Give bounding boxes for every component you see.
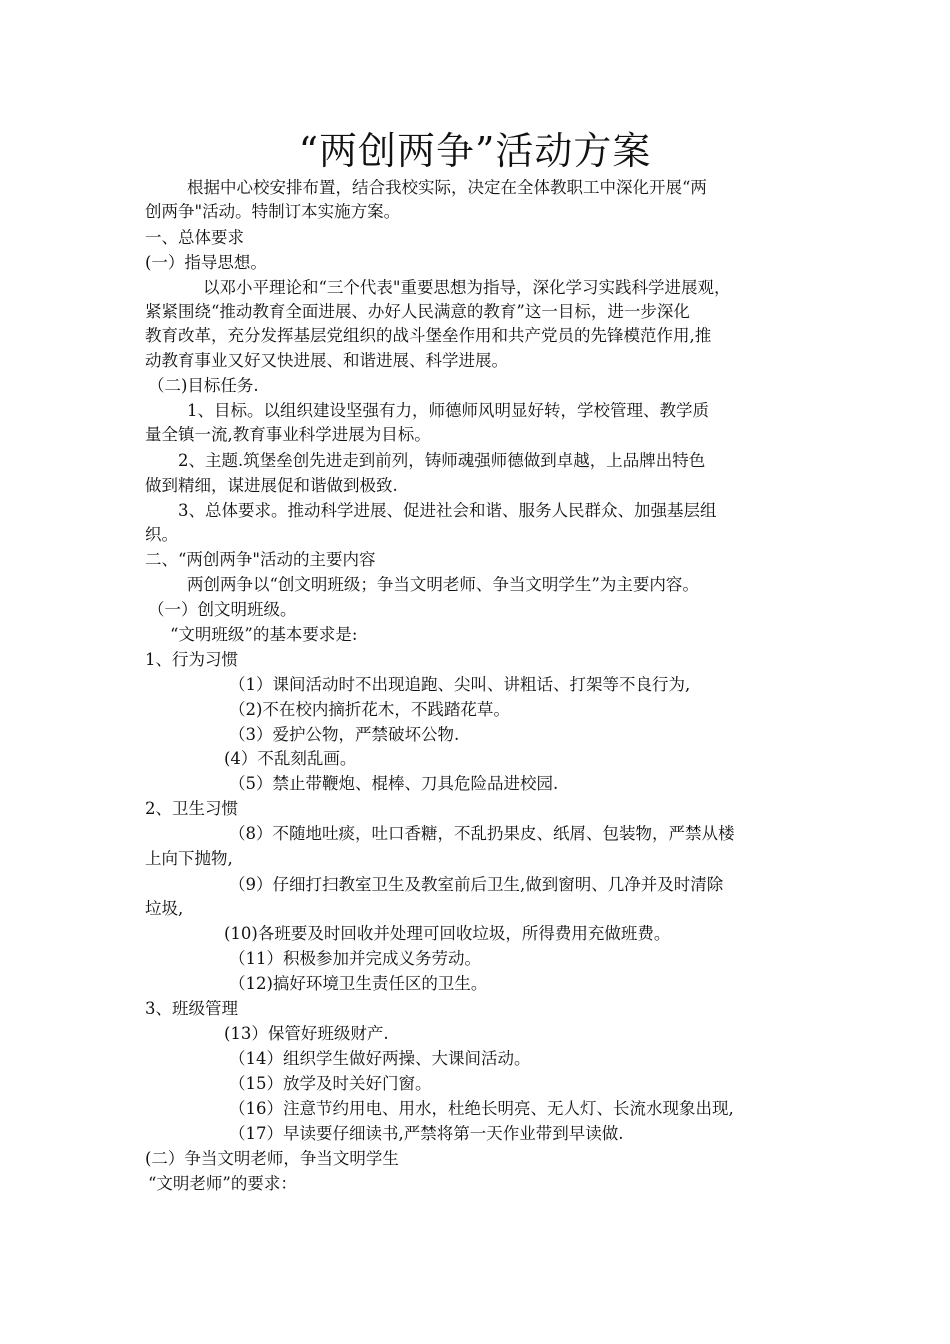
- section-heading: 二、“两创两争"活动的主要内容: [145, 550, 376, 569]
- text-line: 垃圾,: [145, 899, 184, 918]
- list-item: （17）早读要仔细读书,严禁将第一天作业带到早读做.: [229, 1124, 624, 1143]
- list-item: （2)不在校内摘折花木，不践踏花草。: [229, 700, 510, 719]
- subsection-heading: (一）指导思想。: [145, 253, 267, 272]
- text-line: 1、目标。以组织建设坚强有力，师德师风明显好转，学校管理、教学质: [187, 401, 709, 420]
- list-item: （11）积极参加并完成义务劳动。: [229, 949, 481, 968]
- text-line: 动教育事业又好又快进展、和谐进展、科学进展。: [145, 351, 508, 370]
- text-line: 以邓小平理论和“三个代表"重要思想为指导，深化学习实践科学进展观，: [203, 278, 731, 297]
- list-heading: 2、卫生习惯: [145, 799, 238, 818]
- document-title: “两创两争”活动方案: [298, 129, 652, 173]
- text-line: 2、主题.筑堡垒创先进走到前列，铸师魂强师德做到卓越，上品牌出特色: [178, 451, 706, 470]
- text-line: 3、总体要求。推动科学进展、促进社会和谐、服务人民群众、加强基层组: [178, 501, 717, 520]
- text-line: 做到精细，谋进展促和谐做到极致.: [145, 476, 398, 495]
- list-item: (10)各班要及时回收并处理可回收垃圾，所得费用充做班费。: [224, 924, 671, 943]
- text-line: 创两争"活动。特制订本实施方案。: [145, 202, 401, 221]
- list-item: (4）不乱刻乱画。: [224, 749, 357, 768]
- text-line: “文明班级”的基本要求是:: [170, 625, 358, 644]
- text-line: “文明老师”的要求：: [148, 1174, 297, 1193]
- section-heading: 一、总体要求: [145, 228, 244, 247]
- list-item: （8）不随地吐痰，吐口香糖，不乱扔果皮、纸屑、包装物，严禁从楼: [229, 824, 735, 843]
- text-line: 教育改革，充分发挥基层党组织的战斗堡垒作用和共产党员的先锋模范作用,推: [145, 326, 712, 345]
- list-item: （9）仔细打扫教室卫生及教室前后卫生,做到窗明、几净并及时清除: [229, 875, 724, 894]
- text-line: 量全镇一流,教育事业科学进展为目标。: [145, 425, 431, 444]
- subsection-heading: (二）争当文明老师，争当文明学生: [145, 1149, 399, 1168]
- text-line: 紧紧围绕“推动教育全面进展、办好人民满意的教育”这一目标，进一步深化: [145, 302, 690, 321]
- list-item: （3）爱护公物，严禁破坏公物.: [229, 725, 460, 744]
- subsection-heading: （一）创文明班级。: [148, 600, 297, 619]
- list-heading: 1、行为习惯: [145, 650, 238, 669]
- list-item: （12)搞好环境卫生责任区的卫生。: [229, 974, 488, 993]
- list-item: （5）禁止带鞭炮、棍棒、刀具危险品进校园.: [229, 774, 559, 793]
- text-line: 根据中心校安排布置，结合我校实际，决定在全体教职工中深化开展“两: [187, 178, 707, 197]
- list-item: （1）课间活动时不出现追跑、尖叫、讲粗话、打架等不良行为,: [229, 675, 691, 694]
- list-heading: 3、班级管理: [145, 999, 238, 1018]
- text-line: 上向下抛物,: [145, 849, 233, 868]
- list-item: （14）组织学生做好两操、大课间活动。: [229, 1049, 531, 1068]
- text-line: 织。: [145, 525, 178, 544]
- list-item: （16）注意节约用电、用水，杜绝长明亮、无人灯、长流水现象出现,: [229, 1099, 734, 1118]
- list-item: （15）放学及时关好门窗。: [229, 1074, 432, 1093]
- list-item: (13）保管好班级财产.: [224, 1024, 389, 1043]
- subsection-heading: （二)目标任务.: [148, 376, 259, 395]
- text-line: 两创两争以“创文明班级；争当文明老师、争当文明学生”为主要内容。: [187, 575, 699, 594]
